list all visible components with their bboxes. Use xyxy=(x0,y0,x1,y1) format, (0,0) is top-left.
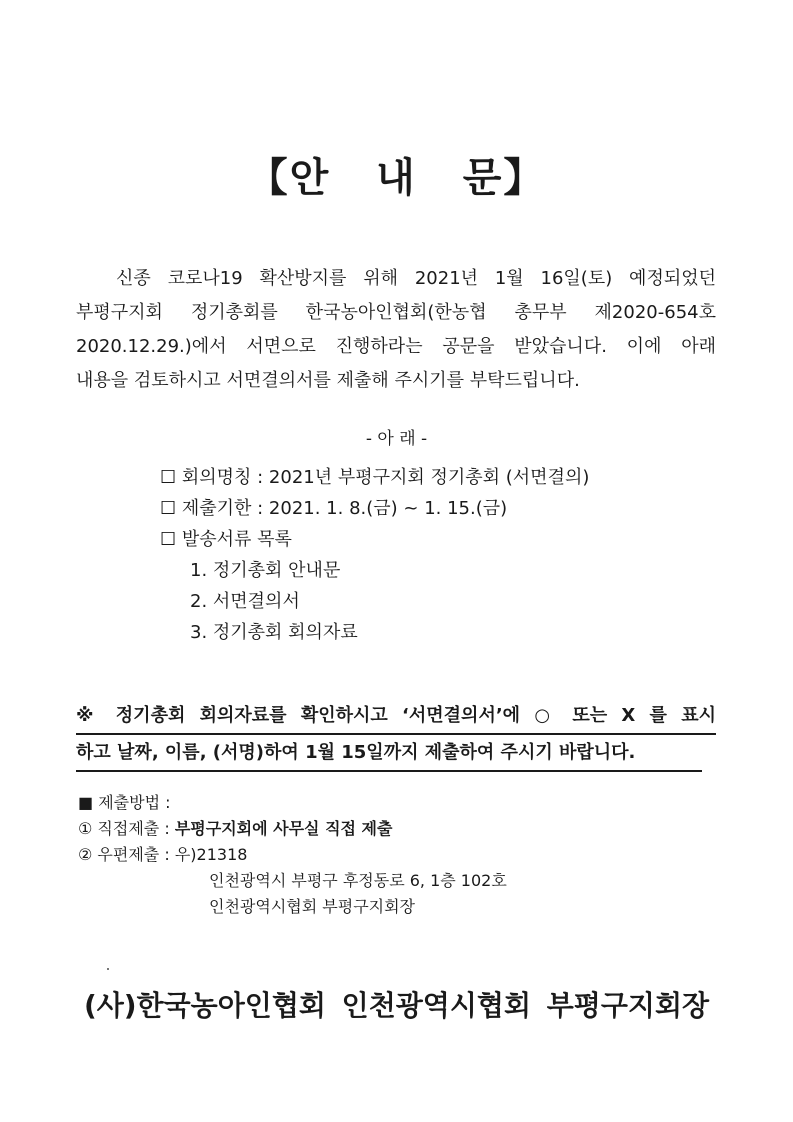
section-heading: - 아 래 - xyxy=(365,429,428,449)
method-heading: ■ 제출방법 : xyxy=(78,793,171,812)
intro-line-1: 신종 코로나19 확산방지를 위해 2021년 1월 16일(토) 예정되었던 xyxy=(116,268,716,289)
direct-submission-row xyxy=(78,816,507,842)
notice-line xyxy=(76,698,716,735)
recipient-line: 인천광역시협회 부평구지회장 xyxy=(209,897,416,916)
document-title: 【안 내 문】 xyxy=(247,155,546,201)
submission-method xyxy=(78,790,507,920)
intro-line-2: 부평구지회 정기총회를 한국농아인협회(한농협 총무부 제2020-654호 xyxy=(76,302,716,323)
documents-item: ☐ 발송서류 목록 xyxy=(160,529,292,550)
deadline-item: ☐ 제출기한 : 2021. 1. 8.(금) ~ 1. 15.(금) xyxy=(160,498,508,519)
direct-submission-label: ① 직접제출 : xyxy=(78,819,175,838)
notice-line-2: 하고 날짜, 이름, (서명)하여 1월 15일까지 제출하여 주시기 바랍니다. xyxy=(76,735,702,772)
mail-submission-row xyxy=(78,842,507,868)
details-list xyxy=(160,462,589,648)
intro-line xyxy=(76,262,716,296)
intro-line xyxy=(76,296,716,330)
document-list-item: 2. 서면결의서 xyxy=(190,591,300,612)
intro-line xyxy=(76,330,716,364)
intro-paragraph xyxy=(76,262,716,398)
direct-submission-value: 부평구지회에 사무실 직접 제출 xyxy=(174,819,393,838)
document-list-item: 1. 정기총회 안내문 xyxy=(190,560,341,581)
scan-speck xyxy=(107,968,109,970)
document-list-item: 3. 정기총회 회의자료 xyxy=(190,622,358,643)
postal-code: 우)21318 xyxy=(174,845,248,864)
notice-block xyxy=(76,698,716,772)
intro-line-4: 내용을 검토하시고 서면결의서를 제출해 주시기를 부탁드립니다. xyxy=(76,370,580,391)
issuer-signature: (사)한국농아인협회 인천광역시협회 부평구지회장 xyxy=(83,989,710,1022)
meeting-name-item: ☐ 회의명칭 : 2021년 부평구지회 정기총회 (서면결의) xyxy=(160,467,590,488)
intro-line-3: 2020.12.29.)에서 서면으로 진행하라는 공문을 받았습니다. 이에 아래 xyxy=(76,336,716,357)
mail-submission-label: ② 우편제출 : xyxy=(78,845,175,864)
address-line: 인천광역시 부평구 후정동로 6, 1층 102호 xyxy=(209,871,507,890)
notice-line-1: ※ 정기총회 회의자료를 확인하시고 ‘서면결의서’에 ○ 또는 X 를 표시 xyxy=(76,705,716,726)
